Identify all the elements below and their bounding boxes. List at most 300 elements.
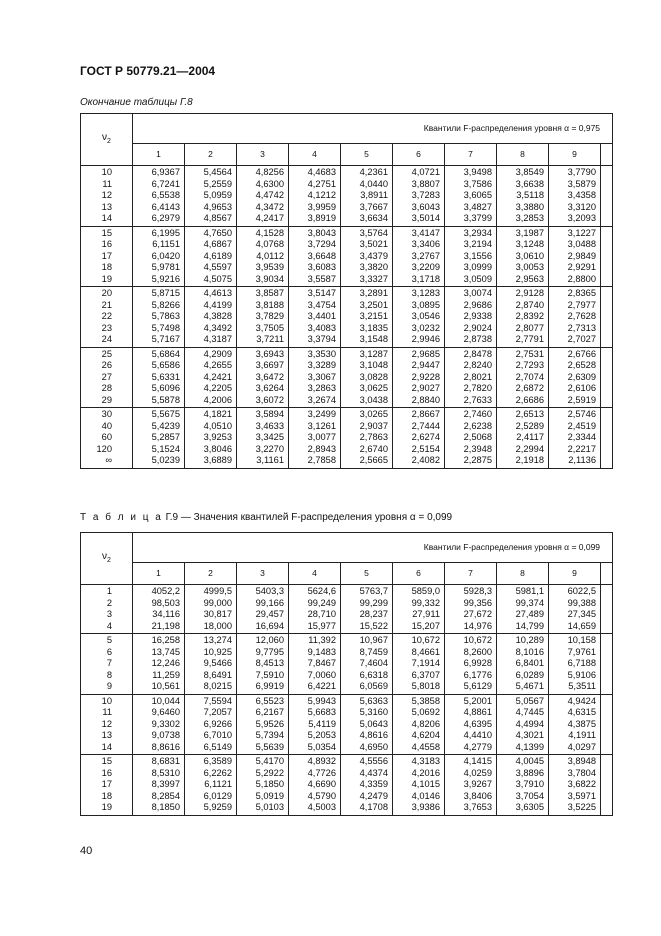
nu2-value: 8 [106, 669, 112, 680]
quantile-value: 2,9291 [567, 262, 596, 272]
quantile-value: 3,3880 [515, 201, 544, 212]
quantile-value: 3,7054 [515, 790, 544, 801]
quantile-value: 2,9447 [411, 360, 440, 370]
quantile-value: 8,4661 [411, 646, 440, 657]
quantile-value: 4,2421 [203, 371, 232, 382]
quantile-value: 3,4083 [307, 322, 336, 333]
quantile-value: 2,7531 [515, 348, 544, 359]
quantile-value: 4,6300 [255, 178, 284, 189]
quantile-value: 3,8043 [307, 227, 336, 238]
quantile-value: 3,0625 [359, 383, 388, 393]
nu2-value: 15 [101, 756, 112, 766]
nu2-cell [81, 166, 133, 227]
quantile-value: 2,6106 [567, 383, 596, 393]
quantile-value: 7,0060 [307, 669, 336, 680]
quantile-value: 7,2057 [203, 707, 232, 717]
quantile-value: 4,7650 [203, 227, 232, 238]
nu2-value: 17 [101, 250, 112, 261]
column-number: 7 [445, 563, 497, 585]
column-number: 9 [549, 144, 601, 166]
quantile-value: 2,7460 [463, 409, 492, 419]
quantile-value: 8,5310 [151, 767, 180, 778]
quantile-value: 6,6318 [359, 669, 388, 680]
quantile-value: 3,6072 [255, 394, 284, 405]
quantile-value: 4,7445 [515, 707, 544, 717]
quantile-value: 2,9128 [515, 288, 544, 298]
quantile-value: 8,7459 [359, 646, 388, 657]
quantile-value: 8,2854 [151, 790, 180, 801]
quantile-value: 99,374 [515, 597, 544, 608]
quantile-value: 10,672 [411, 635, 440, 645]
quantile-value: 3,7586 [463, 178, 492, 189]
quantile-value: 2,6238 [463, 420, 492, 431]
quantile-value: 3,8807 [411, 178, 440, 189]
quantile-cell [185, 694, 237, 755]
quantile-value: 4,0112 [256, 250, 284, 261]
quantile-value: 5,4170 [255, 756, 284, 766]
quantile-value: 3,7294 [307, 239, 336, 249]
row-group [81, 585, 613, 634]
quantile-value: 3,0999 [463, 262, 492, 272]
quantile-value: 3,4633 [255, 420, 284, 431]
quantile-value: 5,9216 [151, 273, 180, 284]
quantile-value: 4,4374 [359, 767, 388, 778]
nu2-value: 14 [101, 741, 112, 752]
quantile-value: 6,9928 [463, 658, 492, 668]
quantile-cell [549, 226, 601, 287]
quantile-cell [341, 634, 393, 695]
quantile-value: 8,6491 [203, 669, 232, 680]
nu2-value: 22 [101, 311, 112, 321]
row-group [81, 408, 613, 469]
quantile-cell [341, 226, 393, 287]
quantile-cell [393, 347, 445, 408]
quantile-value: 6,1151 [152, 239, 180, 249]
nu2-value: 12 [101, 190, 112, 200]
quantile-value: 4,0146 [411, 790, 440, 801]
nu2-value: 17 [101, 779, 112, 789]
quantile-cell [185, 408, 237, 469]
nu2-value: 10 [101, 695, 112, 706]
quantile-value: 8,0215 [203, 681, 232, 691]
row-group [81, 347, 613, 408]
quantile-value: 3,3120 [567, 201, 596, 212]
quantile-cell [549, 755, 601, 816]
quantile-value: 30,817 [203, 609, 232, 619]
quantile-value: 3,9959 [307, 201, 336, 212]
quantile-value: 3,0828 [359, 371, 388, 382]
quantile-value: 6,9367 [151, 167, 180, 177]
column-filler [601, 144, 613, 166]
quantile-value: 14,659 [567, 620, 596, 631]
column-number-row [81, 144, 613, 166]
quantile-value: 2,9338 [463, 311, 492, 321]
quantile-value: 2,7858 [307, 455, 336, 465]
nu2-value: 1 [106, 586, 112, 596]
row-group [81, 226, 613, 287]
quantile-cell [445, 166, 497, 227]
quantile-value: 3,0509 [463, 273, 492, 284]
quantile-value: 4,4742 [255, 190, 284, 200]
quantile-value: 4,8206 [411, 718, 440, 729]
quantile-value: 2,7074 [515, 371, 544, 382]
quantile-value: 2,7863 [359, 432, 388, 442]
quantile-value: 2,6513 [515, 409, 544, 419]
quantile-cell [289, 634, 341, 695]
quantile-value: 3,5118 [516, 190, 544, 200]
quantile-value: 4,6395 [463, 718, 492, 729]
quantile-value: 3,7653 [463, 802, 492, 812]
nu2-value: 10 [101, 167, 112, 177]
quantile-value: 5,6129 [463, 681, 492, 691]
quantile-value: 2,9563 [515, 273, 544, 284]
quantile-value: 3,6943 [255, 348, 284, 359]
quantile-value: 5859,0 [411, 586, 440, 596]
quantile-value: 4,2006 [203, 394, 232, 405]
quantile-value: 5624,6 [307, 586, 336, 596]
quantile-value: 4,8861 [463, 707, 492, 717]
quantile-cell [497, 166, 549, 227]
quantile-value: 5,4119 [308, 718, 336, 729]
quantile-value: 2,1918 [515, 455, 544, 465]
quantile-value: 7,4604 [359, 658, 388, 668]
quantile-value: 2,8392 [515, 311, 544, 321]
quantile-value: 5,6331 [151, 371, 180, 382]
column-number: 1 [133, 144, 185, 166]
quantile-value: 2,5665 [359, 455, 388, 465]
quantile-cell [549, 166, 601, 227]
quantile-value: 3,3794 [307, 334, 336, 344]
quantile-header: Квантили F-распределения уровня α = 0,099 [133, 533, 613, 563]
quantile-value: 27,345 [567, 609, 596, 619]
quantile-cell [289, 287, 341, 348]
quantile-cell [445, 585, 497, 634]
quantile-cell [393, 287, 445, 348]
nu2-cell [81, 226, 133, 287]
quantile-cell [497, 226, 549, 287]
nu2-value: 3 [106, 609, 112, 619]
quantile-value: 5,6363 [359, 695, 388, 706]
quantile-value: 6,0569 [359, 681, 388, 691]
nu2-value: 15 [101, 227, 112, 238]
quantile-value: 99,356 [463, 597, 492, 608]
nu2-value: 20 [101, 288, 112, 298]
quantile-value: 28,710 [307, 609, 336, 619]
quantile-value: 3,7829 [255, 311, 284, 321]
quantile-value: 5,8266 [151, 299, 180, 310]
quantile-value: 2,7313 [567, 322, 596, 333]
column-number: 5 [341, 144, 393, 166]
quantile-value: 5,0919 [255, 790, 284, 801]
quantile-value: 2,9037 [359, 420, 388, 431]
quantile-value: 2,3344 [567, 432, 596, 442]
quantile-value: 4,4613 [203, 288, 232, 298]
quantile-value: 15,977 [307, 620, 336, 631]
nu2-value: 9 [106, 681, 112, 691]
quantile-value: 5,0692 [411, 707, 440, 717]
quantile-value: 2,8840 [411, 394, 440, 405]
filler-cell [601, 166, 613, 227]
column-number: 6 [393, 144, 445, 166]
quantile-value: 3,1987 [515, 227, 544, 238]
quantile-value: 2,7977 [567, 299, 596, 310]
table1-body [81, 166, 613, 469]
nu2-cell [81, 694, 133, 755]
quantile-value: 11,259 [152, 669, 180, 680]
quantile-value: 2,6766 [567, 348, 596, 359]
quantile-value: 11,392 [308, 635, 336, 645]
quantile-value: 3,0895 [411, 299, 440, 310]
quantile-value: 8,3997 [151, 779, 180, 789]
quantile-value: 3,3425 [255, 432, 284, 442]
quantile-value: 3,5225 [567, 802, 596, 812]
quantile-value: 3,0232 [411, 322, 440, 333]
quantile-value: 3,3327 [359, 273, 388, 284]
quantile-cell [185, 287, 237, 348]
quantile-value: 3,6697 [255, 360, 284, 370]
nu2-cell [81, 755, 133, 816]
quantile-cell [237, 585, 289, 634]
nu2-value: 25 [101, 348, 112, 359]
quantile-value: 2,9686 [463, 299, 492, 310]
quantile-value: 2,7633 [463, 394, 492, 405]
quantile-value: 4,4558 [411, 741, 440, 752]
column-number: 2 [185, 563, 237, 585]
nu2-value: 24 [101, 334, 112, 344]
quantile-value: 3,5894 [255, 409, 284, 419]
filler-cell [601, 585, 613, 634]
quantile-cell [497, 634, 549, 695]
quantile-cell [185, 634, 237, 695]
quantile-value: 15,207 [411, 620, 440, 631]
quantile-value: 27,672 [463, 609, 492, 619]
quantile-value: 10,289 [515, 635, 544, 645]
quantile-cell [185, 166, 237, 227]
quantile-value: 3,6264 [255, 383, 284, 393]
quantile-cell [393, 226, 445, 287]
quantile-value: 2,8077 [515, 322, 544, 333]
quantile-value: 5,7863 [151, 311, 180, 321]
quantile-value: 2,7293 [515, 360, 544, 370]
quantile-value: 8,4513 [255, 658, 284, 668]
quantile-value: 5,3511 [568, 681, 596, 691]
quantile-value: 4,2751 [307, 178, 336, 189]
nu2-cell [81, 585, 133, 634]
quantile-value: 5,9943 [307, 695, 336, 706]
quantile-value: 2,8800 [567, 273, 596, 284]
quantile-cell [341, 166, 393, 227]
quantile-value: 4,4199 [203, 299, 232, 310]
nu2-value: 6 [106, 646, 112, 657]
column-number: 8 [497, 563, 549, 585]
quantile-value: 8,1850 [151, 802, 180, 812]
quantile-value: 5,9106 [567, 669, 596, 680]
quantile-value: 4,1821 [203, 409, 232, 419]
quantile-value: 4,3492 [203, 322, 232, 333]
quantile-cell [497, 755, 549, 816]
quantile-value: 3,4754 [307, 299, 336, 310]
quantile-value: 6,7188 [567, 658, 596, 668]
table1-caption: Окончание таблицы Г.8 [80, 97, 193, 108]
quantile-cell [341, 287, 393, 348]
quantile-value: 3,1248 [515, 239, 544, 249]
quantile-value: 5,7167 [151, 334, 180, 344]
quantile-value: 99,332 [411, 597, 440, 608]
quantile-value: 7,9761 [567, 646, 596, 657]
quantile-cell [237, 226, 289, 287]
quantile-value: 2,5068 [463, 432, 492, 442]
quantile-value: 9,1483 [307, 646, 336, 657]
quantile-value: 3,8919 [307, 213, 336, 223]
quantile-value: 5,0643 [359, 718, 388, 729]
quantile-value: 2,1136 [568, 455, 596, 465]
quantile-value: 8,6831 [151, 756, 180, 766]
nu2-header [81, 533, 133, 585]
quantile-value: 4,3021 [515, 730, 544, 740]
quantile-value: 2,7791 [515, 334, 544, 344]
quantile-value: 5,2922 [255, 767, 284, 778]
quantile-value: 10,158 [567, 635, 596, 645]
quantile-value: 4,0045 [515, 756, 544, 766]
quantile-value: 3,9498 [463, 167, 492, 177]
quantile-value: 12,060 [255, 635, 284, 645]
quantile-value: 4,3828 [203, 311, 232, 321]
quantile-value: 4,6315 [567, 707, 596, 717]
quantile-value: 5,9259 [203, 802, 232, 812]
quantile-cell [549, 634, 601, 695]
quantile-value: 4,5075 [203, 273, 232, 284]
quantile-value: 99,388 [567, 597, 596, 608]
column-number: 7 [445, 144, 497, 166]
quantile-value: 2,7628 [567, 311, 596, 321]
quantile-value: 6,1121 [204, 779, 232, 789]
quantile-cell [185, 226, 237, 287]
quantile-value: 3,1261 [307, 420, 336, 431]
quantile-cell [393, 585, 445, 634]
quantile-cell [445, 226, 497, 287]
quantile-value: 3,2093 [567, 213, 596, 223]
quantile-cell [237, 755, 289, 816]
table2-caption-label: Т а б л и ц а [80, 512, 163, 523]
quantile-value: 4,8256 [255, 167, 284, 177]
quantile-value: 3,3406 [411, 239, 440, 249]
quantile-value: 4,4410 [463, 730, 492, 740]
quantile-value: 4,6189 [203, 250, 232, 261]
nu2-value: 11 [102, 178, 112, 189]
quantile-value: 5,1850 [255, 779, 284, 789]
quantile-value: 5,9781 [151, 262, 180, 272]
quantile-value: 99,166 [255, 597, 284, 608]
quantile-value: 5763,7 [359, 586, 388, 596]
quantile-value: 3,5971 [567, 790, 596, 801]
quantile-value: 3,2853 [515, 213, 544, 223]
row-group [81, 755, 613, 816]
quantile-value: 3,4358 [567, 190, 596, 200]
quantile-value: 8,8616 [151, 741, 180, 752]
quantile-value: 3,4147 [411, 227, 440, 238]
quantile-value: 5,4239 [151, 420, 180, 431]
quantile-value: 2,4117 [516, 432, 544, 442]
quantile-value: 2,9946 [411, 334, 440, 344]
quantile-value: 4,2016 [411, 767, 440, 778]
column-number: 9 [549, 563, 601, 585]
quantile-value: 3,6305 [515, 802, 544, 812]
nu2-value: 14 [101, 213, 112, 223]
quantile-value: 2,4082 [411, 455, 440, 465]
quantile-value: 3,6043 [411, 201, 440, 212]
quantile-value: 2,5289 [515, 420, 544, 431]
column-number: 5 [341, 563, 393, 585]
quantile-value: 3,5147 [307, 288, 336, 298]
quantile-value: 3,1556 [463, 250, 492, 261]
filler-cell [601, 226, 613, 287]
quantile-value: 2,5746 [567, 409, 596, 419]
quantile-value: 3,1718 [411, 273, 440, 284]
quantile-value: 4,0440 [359, 178, 388, 189]
quantile-value: 9,6460 [151, 707, 180, 717]
quantile-value: 5,0354 [307, 741, 336, 752]
filler-cell [601, 408, 613, 469]
table2-body [81, 585, 613, 816]
quantile-cell [133, 226, 185, 287]
quantile-cell [497, 585, 549, 634]
quantile-value: 3,6065 [463, 190, 492, 200]
quantile-value: 5,6096 [151, 383, 180, 393]
quantile-value: 16,694 [255, 620, 284, 631]
quantile-value: 3,0077 [307, 432, 336, 442]
nu2-header [81, 114, 133, 166]
quantile-value: 3,4827 [463, 201, 492, 212]
quantile-value: 5,5675 [151, 409, 180, 419]
quantile-value: 6,2167 [255, 707, 284, 717]
quantile-cell [341, 755, 393, 816]
quantile-value: 3,1287 [359, 348, 388, 359]
quantile-value: 3,0546 [411, 311, 440, 321]
nu2-value: ∞ [105, 455, 112, 465]
nu2-value: 19 [101, 802, 112, 812]
quantile-value: 10,561 [151, 681, 180, 691]
quantile-value: 3,3067 [307, 371, 336, 382]
quantile-value: 5,5639 [255, 741, 284, 752]
nu2-value: 2 [106, 597, 112, 608]
quantile-value: 2,9849 [567, 250, 596, 261]
filler-cell [601, 634, 613, 695]
quantile-value: 6,7241 [151, 178, 180, 189]
quantile-value: 3,0438 [359, 394, 388, 405]
quantile-value: 99,249 [307, 597, 336, 608]
nu2-value: 7 [106, 658, 112, 668]
quantile-value: 4,0510 [203, 420, 232, 431]
quantile-value: 4,1015 [411, 779, 440, 789]
quantile-cell [549, 694, 601, 755]
quantile-value: 3,2194 [463, 239, 492, 249]
quantile-value: 4,4683 [307, 167, 336, 177]
nu2-value: 12 [101, 718, 112, 729]
quantile-value: 8,2600 [463, 646, 492, 657]
quantile-value: 3,2209 [411, 262, 440, 272]
quantile-value: 3,7910 [515, 779, 544, 789]
page-number: 40 [80, 845, 93, 857]
quantile-cell [133, 634, 185, 695]
quantile-value: 6,4221 [307, 681, 336, 691]
quantile-value: 5,3160 [359, 707, 388, 717]
quantile-value: 3,2151 [359, 311, 388, 321]
quantile-value: 3,6822 [567, 779, 596, 789]
quantile-value: 6,9919 [255, 681, 284, 691]
quantile-value: 3,2891 [359, 288, 388, 298]
quantile-cell [341, 347, 393, 408]
quantile-value: 6,0289 [515, 669, 544, 680]
